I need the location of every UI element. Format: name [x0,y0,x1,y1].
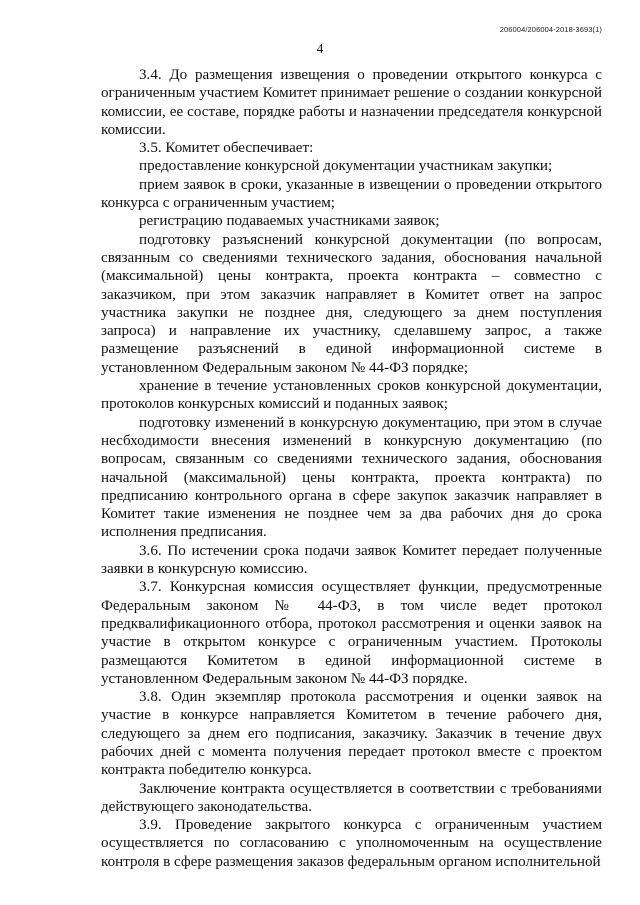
list-item: предоставление конкурсной документации участникам закупки; [139,158,553,175]
list-item: подготовку изменений в конкурсную документацию, при этом в случае несбходимости внесения изменений в конкурсную документацию (по вопросам, связанным со сведениями технического задания, обоснования начальной (максимальной) цены контракта, проекта контракта) по предписанию контрольного органа в сфере закупок заказчик направляет в Комитет такие изменения не позднее чем за два рабочих дня до срока исполнения предписания. [101,414,602,541]
document-body [101,66,602,871]
paragraph-3-5: 3.5. Комитет обеспечивает: [139,140,314,157]
list-item: регистрацию подаваемых участниками заявок; [139,213,440,230]
list-item: прием заявок в сроки, указанные в извещении о проведении открытого конкурса с ограниченным участием; [101,176,602,212]
paragraph-3-4: 3.4. До размещения извещения о проведении открытого конкурса с ограниченным участием Комитет принимает решение о создании конкурсной комиссии, ее составе, порядке работы и назначении председателя конкурсной комиссии. [101,67,602,138]
paragraph-3-6: 3.6. По истечении срока подачи заявок Комитет передает полученные заявки в конкурсную комиссию. [101,542,602,578]
paragraph-3-9: 3.9. Проведение закрытого конкурса с ограниченным участием осуществляется по согласованию с уполномоченным на осуществление контроля в сфере размещения заказов федеральным органом исполнительной [101,817,602,870]
document-id: 206004/206004-2018-3693(1) [499,25,602,34]
list-item: хранение в течение установленных сроков конкурсной документации, протоколов конкурсных комиссий и поданных заявок; [101,378,602,413]
paragraph-3-8: 3.8. Один экземпляр протокола рассмотрения и оценки заявок на участие в конкурсе направляется Комитетом в течение рабочего дня, следующего за днем его подписания, заказчику. Заказчик в течение двух рабочих дней с момента получения передает протокол вместе с проектом контракта победителю конкурса. [101,689,602,779]
list-item: подготовку разъяснений конкурсной документации (по вопросам, связанным со сведениями технического задания, обоснования начальной (максимальной) цены контракта, проекта контракта – совместно с заказчиком, при этом заказчик направляет в Комитет ответ на запрос участника закупки не позднее дня, следующего за днем поступления запроса) и направление их участнику, сделавшему запрос, а также размещение разъяснений в единой информационной системе в установленном Федеральным законом № 44-ФЗ порядке; [101,231,602,376]
paragraph-3-7: 3.7. Конкурсная комиссия осуществляет функции, предусмотренные Федеральным законом № 44-ФЗ, в том числе ведет протокол предквалификационного отбора, протокол рассмотрения и оценки заявок на участие в открытом конкурсе с ограниченным участием. Протоколы размещаются Комитетом в единой информационной системе в установленном Федеральным законом № 44-ФЗ порядке. [101,579,602,687]
page-number: 4 [316,41,324,56]
paragraph-contract: Заключение контракта осуществляется в соответствии с требованиями действующего законодательства. [101,780,602,815]
